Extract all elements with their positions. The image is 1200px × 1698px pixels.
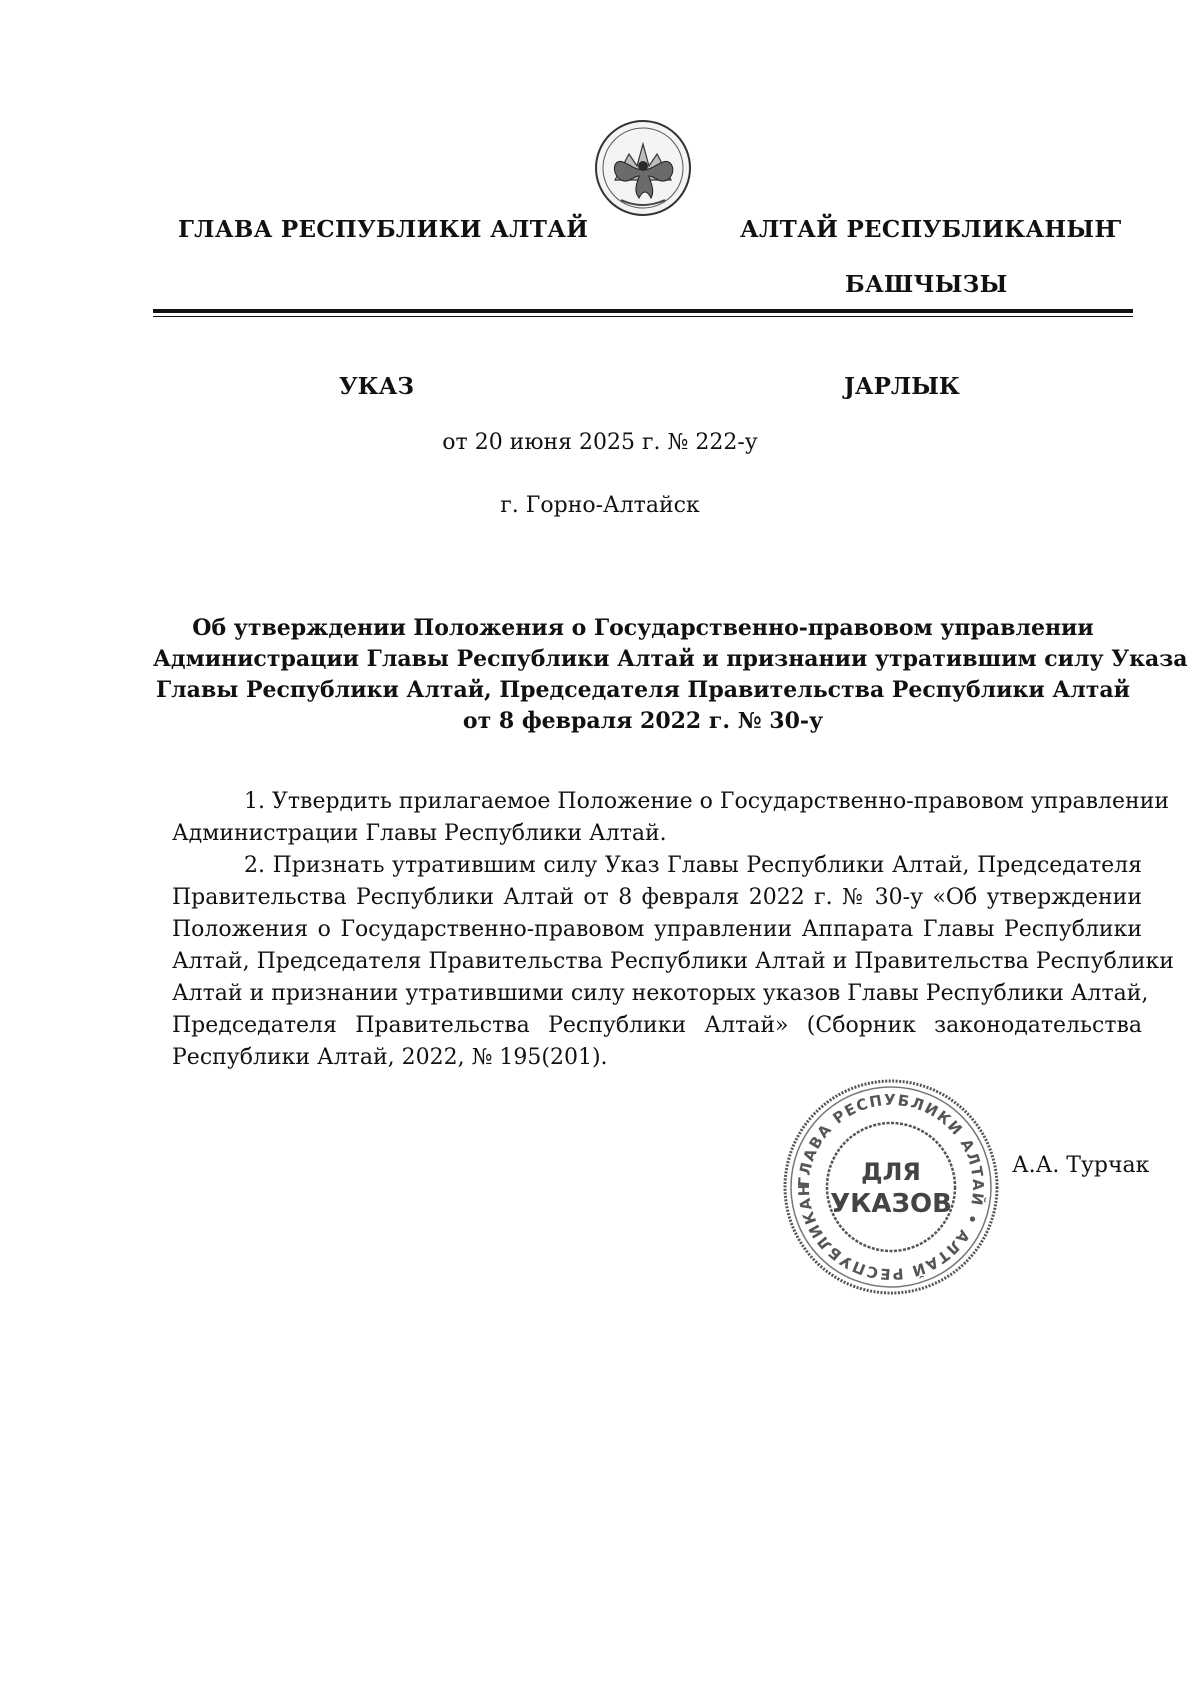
body-line: 2. Признать утратившим силу Указ Главы Республики Алтай, Председателя	[244, 853, 1142, 878]
body-line: Республики Алтай, 2022, № 195(201).	[172, 1045, 608, 1070]
city: г. Горно-Алтайск	[500, 493, 700, 518]
official-stamp	[780, 1076, 1002, 1298]
body-line: Администрации Главы Республики Алтай.	[172, 821, 667, 846]
document-title	[153, 613, 1188, 737]
title-line: Главы Республики Алтай, Председателя Правительства Республики Алтай	[155, 677, 1130, 703]
doc-type-alt: ЈАРЛЫК	[844, 373, 960, 400]
title-line: Об утверждении Положения о Государственно-правовом управлении	[192, 615, 1094, 641]
stamp-ring-text: ГЛАВА РЕСПУБЛИКИ АЛТАЙ • АЛТАЙ РЕСПУБЛИКАН	[794, 1090, 988, 1284]
signer-name: А.А. Турчак	[1012, 1153, 1150, 1178]
date-number: от 20 июня 2025 г. № 222-у	[442, 430, 758, 455]
body-line: 1. Утвердить прилагаемое Положение о Государственно-правовом управлении	[244, 789, 1170, 814]
coat-of-arms-icon	[593, 118, 693, 218]
body-line: Председателя Правительства Республики Алтай» (Сборник законодательства	[172, 1013, 1142, 1038]
doc-type-ru: УКАЗ	[339, 373, 414, 400]
body-line: Правительства Республики Алтай от 8 февраля 2022 г. № 30-у «Об утверждении	[172, 885, 1142, 910]
body-line: Положения о Государственно-правовом управлении Аппарата Главы Республики	[172, 917, 1142, 942]
stamp-center-line1: ДЛЯ	[861, 1158, 921, 1186]
document-body	[172, 786, 1174, 1074]
header-title-alt-line1: АЛТАЙ РЕСПУБЛИКАНЫҤ	[740, 216, 1122, 243]
title-line: от 8 февраля 2022 г. № 30-у	[462, 708, 824, 734]
body-line: Алтай, Председателя Правительства Республики Алтай и Правительства Республики	[172, 949, 1174, 974]
body-line: Алтай и признании утратившими силу некоторых указов Главы Республики Алтай,	[172, 981, 1149, 1006]
coat-of-arms-emblem	[593, 118, 693, 218]
stamp-center-line2: УКАЗОВ	[830, 1189, 952, 1219]
stamp-icon	[780, 1076, 1002, 1298]
header-title-ru: ГЛАВА РЕСПУБЛИКИ АЛТАЙ	[178, 216, 589, 243]
header-title-alt-line2: БАШЧЫЗЫ	[845, 271, 1008, 298]
header-divider-thin	[153, 316, 1133, 317]
header-divider-thick	[153, 309, 1133, 313]
title-line: Администрации Главы Республики Алтай и признании утратившим силу Указа	[153, 646, 1188, 672]
